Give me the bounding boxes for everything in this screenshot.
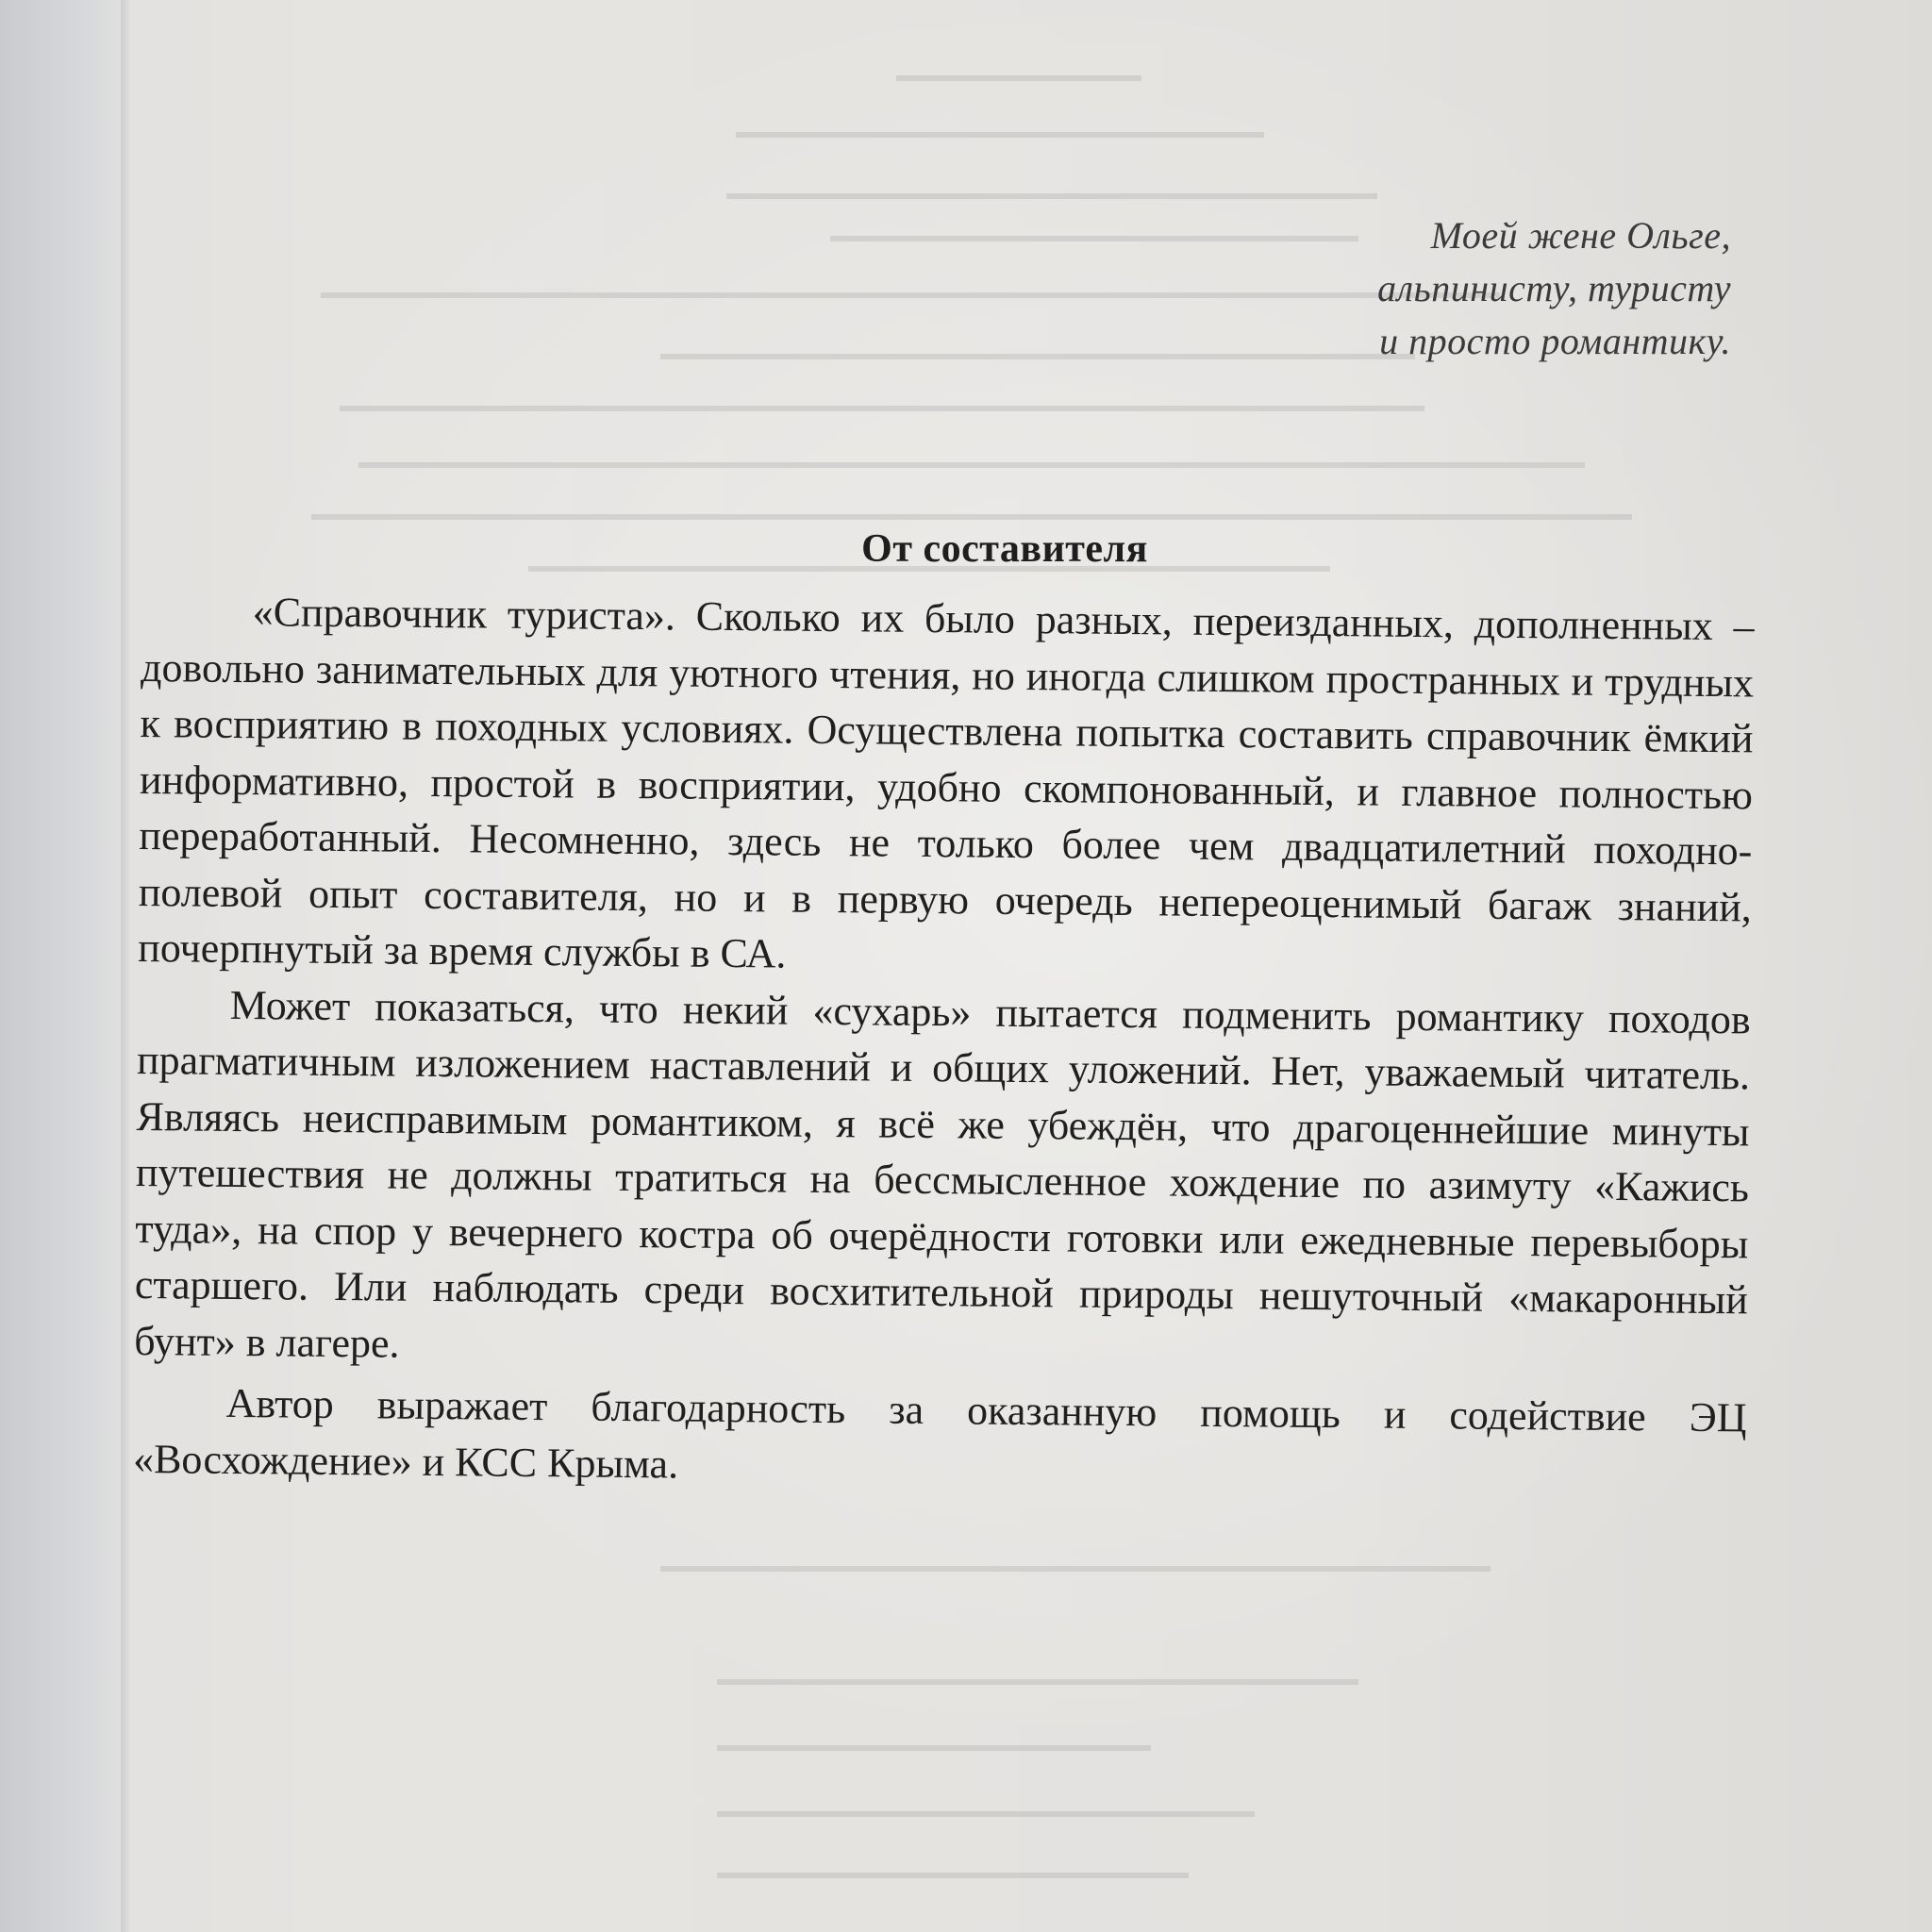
section-heading: От составителя — [861, 527, 1148, 571]
dedication-line: и просто романтику. — [1379, 320, 1731, 362]
paragraph: Может показаться, что некий «сухарь» пытается подменить романтику походов прагматичным изложением наставлений и общих уложений. Нет, уважаемый читатель. Являясь неисправимым романтиком, я всё же убеждён, что драгоценнейшие минуты путешествия не должны тратиться на бессмысленное хождение по азимуту «Кажись туда», на спор у вечернего костра об очерёдности готовки или ежедневные перевыборы старшего. Или наблюдать среди восхитительной природы нешуточный «макаронный бунт» в лагере. — [134, 981, 1751, 1367]
preface-body — [133, 583, 1755, 1502]
dedication-line: альпинисту, туристу — [1377, 267, 1731, 309]
paragraph: Автор выражает благодарность за оказанную помощь и содействие ЭЦ «Восхождение» и КСС Крыма. — [132, 1379, 1747, 1488]
dedication — [1377, 209, 1731, 368]
paragraph: «Справочник туриста». Сколько их было разных, переизданных, дополненных – довольно занимательных для уютного чтения, но иногда слишком пространных и трудных к восприятию в походных условиях. Осуществлена попытка составить справочник ёмкий информативно, простой в восприятии, удобно скомпонованный, и главное полностью переработанный. Несомненно, здесь не только более чем двадцатилетний походно-полевой опыт составителя, но и в первую очередь непереоценимый багаж знаний, почерпнутый за время службы в СА. — [138, 589, 1755, 977]
dedication-line: Моей жене Ольге, — [1430, 214, 1731, 257]
